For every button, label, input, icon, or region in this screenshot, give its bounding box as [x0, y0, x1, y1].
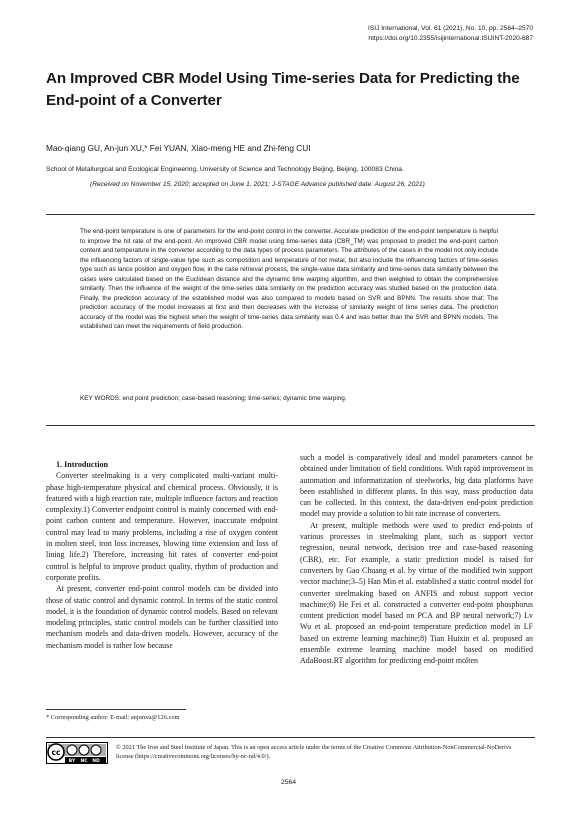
abstract-rule — [46, 425, 535, 426]
license-rule — [46, 737, 535, 738]
paragraph: At present, multiple methods were used to predict end-points of various processes in steelmaking plant, such as support vector regression, neural network, decision tree and case-based reasoning (CBR), etc. For example, a static prediction model is raised for converters by Gao Chuang et al. by virtue of the modified twin support vector machine;3–5) Han Min et al. established a static control model for converter steelmaking based on ANFIS and robust support vector machine;6) He Fei et al. constructed a converter end-point phosphorus content prediction model based on PCA and BP neural network;7) Lv Wu et al. proposed an end-point temperature prediction model in LF based on extreme learning machine;8) Tian Huixin et al. proposed an ensemble extreme learning machine model based on modified AdaBoost.RT algorithm for predicting end-point molten — [300, 520, 533, 666]
by-label: BY — [68, 759, 76, 764]
noncommercial-icon — [79, 745, 89, 755]
nc-label: NC — [80, 759, 88, 764]
corresponding-author-footnote: * Corresponding author: E-mail: anjunxu@126.com — [46, 714, 180, 721]
abstract: The end-point temperature is one of parameters for the end-point control in the converter. Accurate prediction of the end-point temperature is helpful to improve the hit rate of the end-point. An improved CBR model using time-series data (CBR_TM) was proposed to predict the end-point carbon content and temperature in the converter according to the data types of process parameters. The attributes of the cases in the model not only include the influencing factors of single-value type such as composition and temperature of hot metal, but also include the influencing factors of time-series type such as lance position and oxygen flow, in the case retrieval process, the single-value data similarity and time-series data similarity between the cases were calculated based on the Euclidean distance and the dynamic time warping algorithm, and then weighted to obtain the comprehensive similarity. Then the influence of the weight of the time-series data similarity on the prediction accuracy was studied based on the production data. Finally, the prediction accuracy of the established model was also compared to models based on SVR and BPNN. The results show that: The prediction accuracy of the model increases at first and then decreases with the increase of similarity weight of time series data. The prediction accuracy of the model was the highest when the weight of time-series data similarity was 0.4 and was better than the SVR and BPNN models. The established can meet the requirements of field production. — [80, 228, 498, 330]
noderivs-icon — [91, 745, 101, 755]
affiliation: School of Metallurgical and Ecological Engineering, University of Science and Technology Beijing, Beijing, 100083 China. — [46, 166, 404, 173]
paragraph: Converter steelmaking is a very complicated multi-variant multi-phase high-temperature physical and chemical process. Obviously, it is featured with a high reaction rate, multiple influence factors and reaction complexity.1) Converter endpoint control is mainly concerned with end-point carbon content and temperature. However, inaccurate endpoint control may lead to many problems, including a rise of oxygen content in molten steel, iron loss increases, blowing time extension and loss of lining life.2) Therefore, increasing hit rates of converter end-point control is helpful to improve product quality, rhythm of production and corporate profits. — [46, 471, 278, 582]
license-text: © 2021 The Iron and Steel Institute of Japan. This is an open access article under the terms of the Creative Commons Attribution-NonCommercial-NoDerivs license (https://creativecommons.org/licenses/by-nc-nd/4.0/). — [116, 744, 512, 760]
section-heading-introduction: 1. Introduction — [56, 460, 109, 469]
footnote-rule — [46, 709, 186, 710]
cc-logo-text: cc — [51, 748, 61, 757]
page-number: 2564 — [280, 779, 297, 786]
journal-header — [368, 24, 533, 44]
attribution-icon — [67, 745, 77, 755]
author-list: Mao-qiang GU, An-jun XU,* Fei YUAN, Xiao-meng HE and Zhi-feng CUI — [46, 143, 311, 153]
top-rule — [46, 214, 535, 215]
keywords-text: end point prediction; case-based reasoning; time-series; dynamic time warping. — [122, 395, 347, 402]
body-column-right — [300, 452, 533, 667]
paragraph: such a model is comparatively ideal and model parameters cannot be obtained under limitation of field conditions. With rapid improvement in automation and informatization of steelworks, big data platforms have been established in different plants. In this way, mass production data can be collected. In this context, the data-driven end-point prediction model may provide a solution to hit rate increase of converters. — [300, 453, 533, 519]
doi-link[interactable]: https://doi.org/10.2355/isijinternational.ISIJINT-2020-687 — [368, 35, 533, 42]
received-dates: (Received on November 15, 2020; accepted on June 1, 2021; J-STAGE Advance published date: August 26, 2021) — [90, 181, 425, 188]
keywords — [80, 395, 347, 402]
nd-label: ND — [92, 759, 100, 764]
keywords-label: KEY WORDS: — [80, 395, 121, 402]
paper-title: An Improved CBR Model Using Time-series Data for Predicting the End-point of a Converter — [46, 70, 520, 109]
paragraph: At present, converter end-point control models can be divided into those of static control and dynamic control. In terms of the static control model, it is the foundation of dynamic control models. Based on relevant modeling principles, static control models can be further classified into mechanism models and data-driven models. However, accuracy of the mechanism model is rather low because — [46, 584, 278, 650]
journal-citation: ISIJ International, Vol. 61 (2021), No. 10, pp. 2564–2570 — [368, 25, 533, 32]
cc-license-icon[interactable] — [46, 742, 108, 764]
body-column-left — [46, 459, 278, 651]
